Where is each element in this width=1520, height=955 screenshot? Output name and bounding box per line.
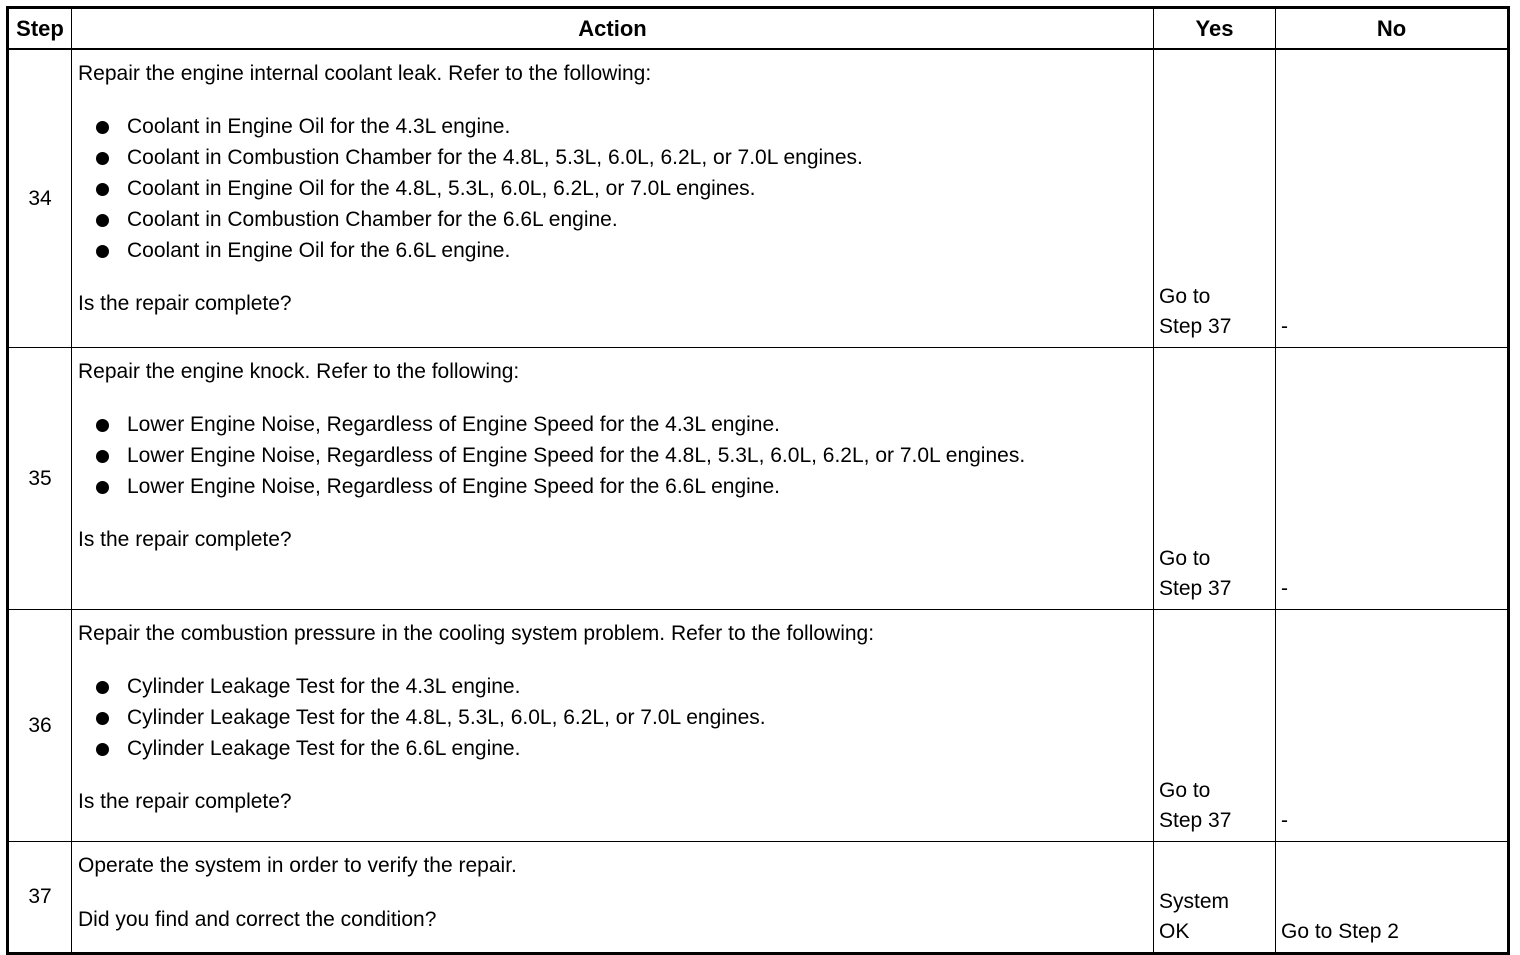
yes-cell[interactable]	[1154, 348, 1276, 610]
list-item[interactable]	[78, 409, 1147, 440]
bullet-icon	[96, 121, 109, 134]
bullet-icon	[96, 743, 109, 756]
step-number: 34	[8, 49, 72, 348]
no-cell: -	[1276, 610, 1509, 842]
bullet-icon	[96, 419, 109, 432]
action-cell	[72, 348, 1154, 610]
diagnostic-steps-table	[6, 6, 1510, 955]
header-yes: Yes	[1154, 8, 1276, 50]
list-item[interactable]	[78, 142, 1147, 173]
list-item[interactable]	[78, 471, 1147, 502]
yes-line: System	[1159, 890, 1230, 913]
action-intro: Operate the system in order to verify the repair.	[78, 854, 517, 877]
reference-link[interactable]: Lower Engine Noise, Regardless of Engine Speed for the 6.6L engine.	[127, 475, 780, 498]
reference-list	[78, 671, 1147, 764]
bullet-icon	[96, 245, 109, 258]
reference-link[interactable]: Coolant in Combustion Chamber for the 4.8L, 5.3L, 6.0L, 6.2L, or 7.0L engines.	[127, 146, 863, 169]
yes-cell[interactable]	[1154, 610, 1276, 842]
header-step: Step	[8, 8, 72, 50]
reference-link[interactable]: Cylinder Leakage Test for the 4.8L, 5.3L, 6.0L, 6.2L, or 7.0L engines.	[127, 706, 766, 729]
table-row	[8, 348, 1509, 610]
action-question: Did you find and correct the condition?	[78, 908, 437, 931]
bullet-icon	[96, 481, 109, 494]
no-cell: -	[1276, 348, 1509, 610]
action-question: Is the repair complete?	[78, 292, 292, 315]
no-cell[interactable]: Go to Step 2	[1276, 842, 1509, 954]
yes-line: Go to	[1159, 779, 1211, 802]
no-cell: -	[1276, 49, 1509, 348]
table-row	[8, 610, 1509, 842]
yes-line: Step 37	[1159, 809, 1232, 832]
list-item[interactable]	[78, 671, 1147, 702]
list-item[interactable]	[78, 111, 1147, 142]
step-number: 37	[8, 842, 72, 954]
action-question: Is the repair complete?	[78, 790, 292, 813]
bullet-icon	[96, 152, 109, 165]
reference-link[interactable]: Cylinder Leakage Test for the 4.3L engine.	[127, 675, 521, 698]
bullet-icon	[96, 681, 109, 694]
step-number: 36	[8, 610, 72, 842]
reference-link[interactable]: Lower Engine Noise, Regardless of Engine Speed for the 4.3L engine.	[127, 413, 780, 436]
reference-link[interactable]: Coolant in Combustion Chamber for the 6.6L engine.	[127, 208, 618, 231]
yes-cell	[1154, 842, 1276, 954]
bullet-icon	[96, 712, 109, 725]
list-item[interactable]	[78, 733, 1147, 764]
reference-link[interactable]: Coolant in Engine Oil for the 4.8L, 5.3L, 6.0L, 6.2L, or 7.0L engines.	[127, 177, 756, 200]
action-cell	[72, 49, 1154, 348]
reference-link[interactable]: Coolant in Engine Oil for the 4.3L engine.	[127, 115, 511, 138]
list-item[interactable]	[78, 440, 1147, 471]
reference-link[interactable]: Coolant in Engine Oil for the 6.6L engine.	[127, 239, 511, 262]
yes-line: Go to	[1159, 285, 1211, 308]
list-item[interactable]	[78, 173, 1147, 204]
header-row	[8, 8, 1509, 50]
action-cell	[72, 842, 1154, 954]
reference-link[interactable]: Lower Engine Noise, Regardless of Engine Speed for the 4.8L, 5.3L, 6.0L, 6.2L, or 7.0L engines.	[127, 444, 1026, 467]
header-no: No	[1276, 8, 1509, 50]
bullet-icon	[96, 183, 109, 196]
reference-link[interactable]: Cylinder Leakage Test for the 6.6L engine.	[127, 737, 521, 760]
action-intro: Repair the engine knock. Refer to the following:	[78, 360, 520, 383]
header-action: Action	[72, 8, 1154, 50]
bullet-icon	[96, 450, 109, 463]
reference-list	[78, 111, 1147, 266]
action-intro: Repair the combustion pressure in the cooling system problem. Refer to the following:	[78, 622, 875, 645]
table-row	[8, 49, 1509, 348]
yes-cell[interactable]	[1154, 49, 1276, 348]
list-item[interactable]	[78, 702, 1147, 733]
action-cell	[72, 610, 1154, 842]
yes-line: Step 37	[1159, 577, 1232, 600]
reference-list	[78, 409, 1147, 502]
list-item[interactable]	[78, 204, 1147, 235]
action-question: Is the repair complete?	[78, 528, 292, 551]
list-item[interactable]	[78, 235, 1147, 266]
bullet-icon	[96, 214, 109, 227]
step-number: 35	[8, 348, 72, 610]
action-intro: Repair the engine internal coolant leak. Refer to the following:	[78, 62, 652, 85]
yes-line: Go to	[1159, 547, 1211, 570]
table-row	[8, 842, 1509, 954]
yes-line: Step 37	[1159, 315, 1232, 338]
yes-line: OK	[1159, 920, 1190, 943]
